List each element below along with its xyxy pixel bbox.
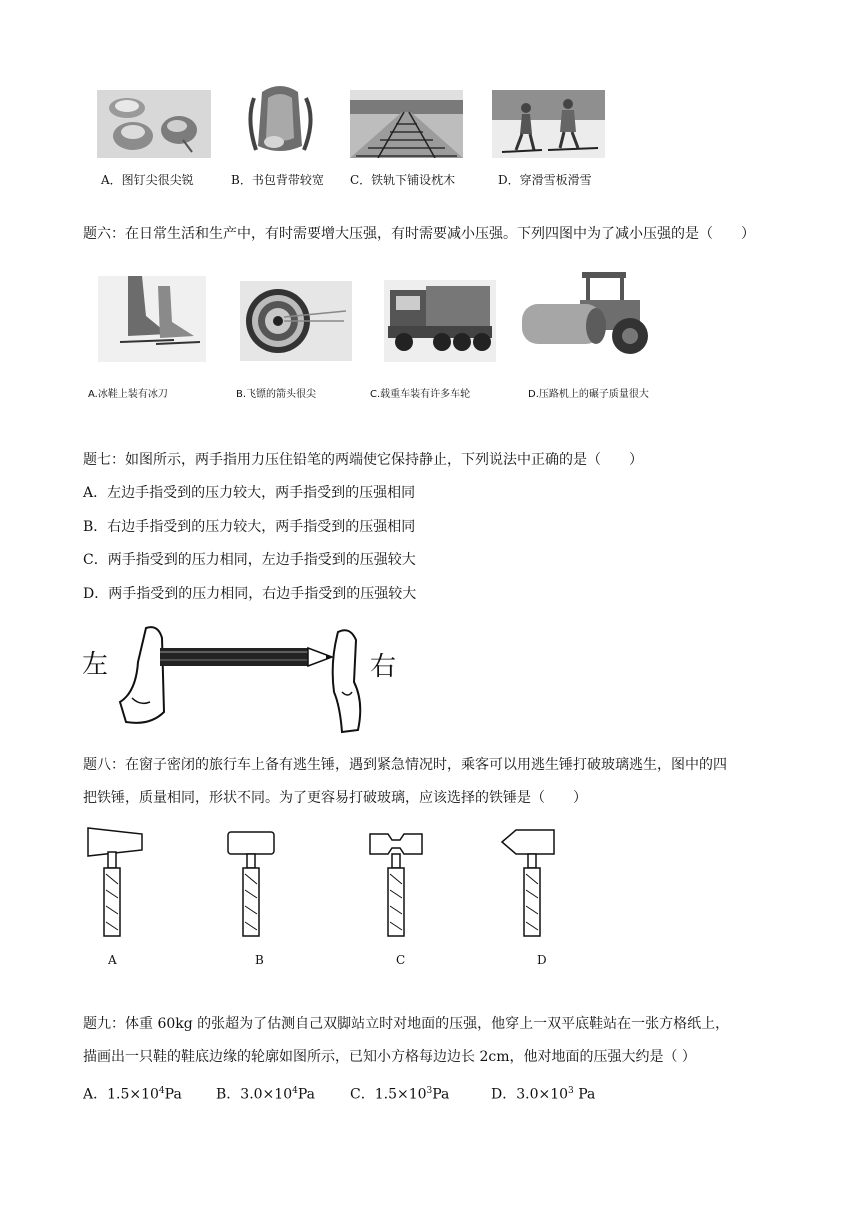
q7-stem: 题七：如图所示，两手指用力压住铅笔的两端使它保持静止，下列说法中正确的是（ ） (83, 452, 643, 468)
q9-option-d: D．$3.0\times 10^3$ Pa (491, 1086, 596, 1103)
hammer-a-icon (84, 826, 144, 938)
thumbtack-photo (97, 90, 211, 158)
q5-option-c: C．铁轨下铺设枕木 (350, 173, 456, 187)
q6-stem: 题六：在日常生活和生产中，有时需要增大压强，有时需要减小压强。下列四图中为了减小压强的是（ ） (83, 226, 755, 242)
q6-caption-a: A.冰鞋上装有冰刀 (88, 389, 168, 400)
road-roller-photo (516, 270, 652, 362)
hammer-d-icon (500, 828, 556, 938)
dartboard-photo (240, 281, 352, 361)
truck-photo (384, 280, 496, 362)
skiing-photo (492, 90, 605, 158)
hammer-b-icon (226, 830, 276, 938)
q7-option-a: A．左边手指受到的压力较大，两手指受到的压强相同 (83, 485, 416, 501)
q5-option-a: A．图钉尖很尖锐 (101, 173, 194, 187)
q9-stem-line2: 描画出一只鞋的鞋底边缘的轮廓如图所示，已知小方格每边边长 2cm，他对地面的压强大约是（ ） (83, 1049, 696, 1065)
left-label: 左 (82, 650, 109, 680)
q7-option-d: D．两手指受到的压力相同，右边手指受到的压强较大 (83, 586, 417, 602)
q8-label-a: A (108, 953, 117, 967)
right-label: 右 (370, 652, 397, 682)
backpack-photo (240, 80, 322, 160)
q8-stem-line1: 题八：在窗子密闭的旅行车上备有逃生锤，遇到紧急情况时，乘客可以用逃生锤打破玻璃逃生，图中的四 (83, 757, 727, 773)
q8-label-c: C (396, 953, 406, 967)
q9-option-a: A．$1.5\times 10^4Pa$ (83, 1086, 182, 1103)
q6-caption-b: B.飞镖的箭头很尖 (236, 389, 317, 400)
q8-stem-line2: 把铁锤，质量相同，形状不同。为了更容易打破玻璃，应该选择的铁锤是（ ） (83, 790, 587, 806)
q8-label-b: B (255, 953, 264, 967)
railway-photo (350, 90, 463, 158)
q7-option-b: B．右边手指受到的压力较大，两手指受到的压强相同 (83, 519, 416, 535)
q9-stem-line1: 题九：体重 60kg 的张超为了估测自己双脚站立时对地面的压强，他穿上一双平底鞋站在一张方格纸上， (83, 1016, 730, 1032)
q5-option-b: B．书包背带较宽 (231, 173, 324, 187)
hammer-c-icon (366, 830, 426, 938)
q5-option-d: D．穿滑雪板滑雪 (498, 173, 592, 187)
pencil-figure (80, 622, 410, 734)
q6-caption-c: C.载重车装有许多车轮 (370, 389, 471, 400)
q7-option-c: C．两手指受到的压力相同，左边手指受到的压强较大 (83, 552, 416, 568)
q6-caption-d: D.压路机上的碾子质量很大 (528, 389, 649, 400)
q8-label-d: D (537, 953, 547, 967)
q9-option-b: B．$3.0\times 10^4Pa$ (216, 1086, 315, 1103)
ice-skate-photo (98, 276, 206, 362)
q9-option-c: C．$1.5\times 10^3Pa$ (350, 1086, 450, 1103)
